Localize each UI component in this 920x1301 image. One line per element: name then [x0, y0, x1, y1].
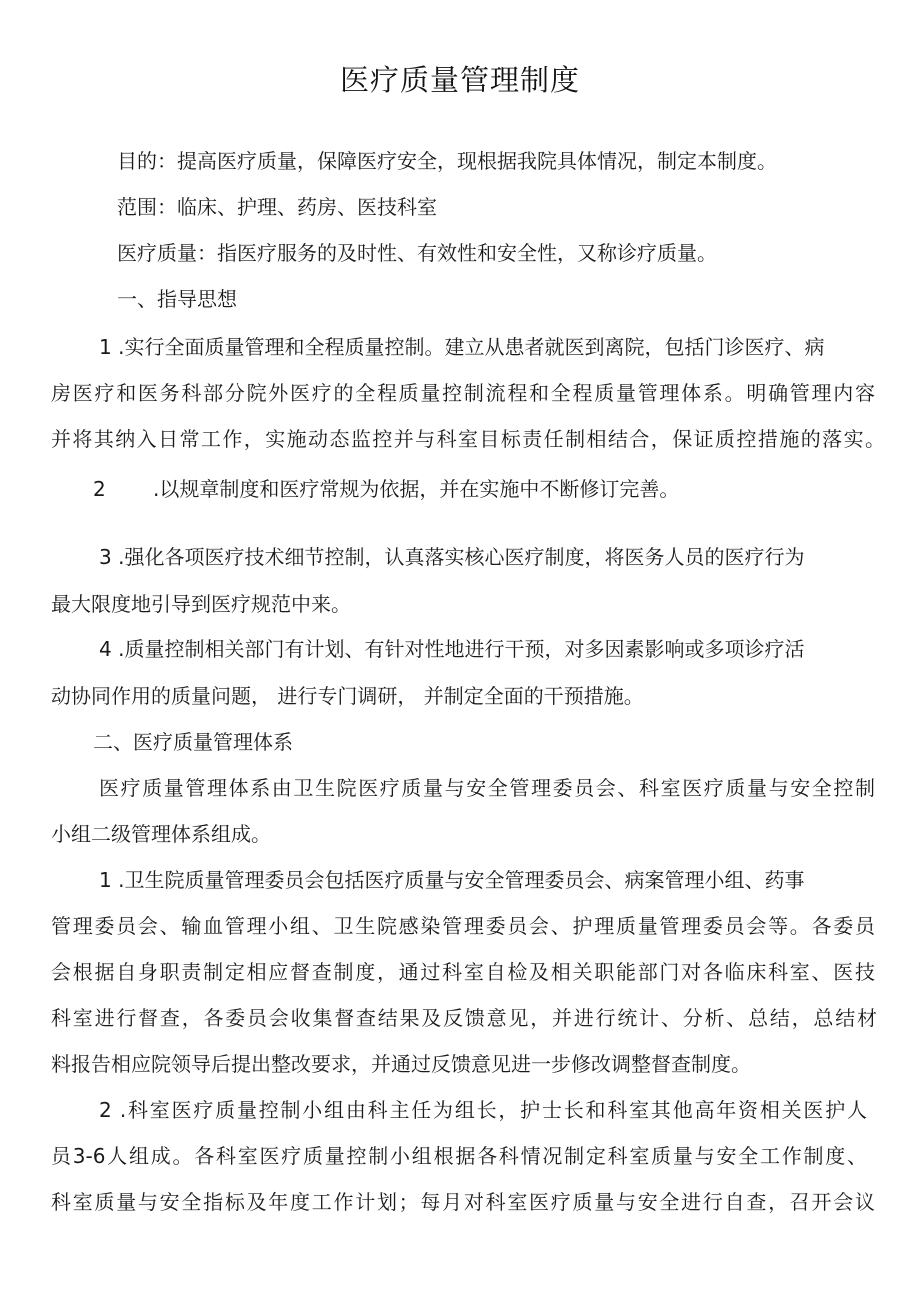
paragraph-line: 2 .科室医疗质量控制小组由科主任为组长，护士长和科室其他高年资相关医护人: [99, 1098, 867, 1122]
paragraph-line: 员3-6人组成。各科室医疗质量控制小组根据各科情况制定科室质量与安全工作制度、: [51, 1144, 867, 1168]
paragraph-line: 1 .卫生院质量管理委员会包括医疗质量与安全管理委员会、病案管理小组、药事: [99, 868, 805, 892]
paragraph-line: 3 .强化各项医疗技术细节控制，认真落实核心医疗制度，将医务人员的医疗行为: [99, 545, 805, 569]
page-title: 医疗质量管理制度: [339, 63, 580, 97]
paragraph-line: 科室进行督查，各委员会收集督查结果及反馈意见，并进行统计、分析、总结，总结材: [51, 1006, 877, 1030]
paragraph-line: .以规章制度和医疗常规为依据，并在实施中不断修订完善。: [153, 477, 680, 501]
paragraph-line: 最大限度地引导到医疗规范中来。: [51, 592, 351, 616]
paragraph-line: 会根据自身职责制定相应督查制度，通过科室自检及相关职能部门对各临床科室、医技: [51, 960, 875, 984]
paragraph-line: 房医疗和医务科部分院外医疗的全程质量控制流程和全程质量管理体系。明确管理内容: [51, 381, 875, 405]
paragraph-line: 小组二级管理体系组成。: [51, 822, 271, 846]
paragraph-line: 4 .质量控制相关部门有计划、有针对性地进行干预，对多因素影响或多项诊疗活: [99, 637, 805, 661]
definition-line: 医疗质量：指医疗服务的及时性、有效性和安全性，又称诊疗质量。: [117, 241, 717, 265]
scope-line: 范围：临床、护理、药房、医技科室: [117, 195, 437, 219]
paragraph-line: 科室质量与安全指标及年度工作计划；每月对科室医疗质量与安全进行自查，召开会议: [51, 1190, 875, 1214]
paragraph-line: 医疗质量管理体系由卫生院医疗质量与安全管理委员会、科室医疗质量与安全控制: [99, 776, 875, 800]
paragraph-line: 1 .实行全面质量管理和全程质量控制。建立从患者就医到离院，包括门诊医疗、病: [99, 335, 825, 359]
paragraph-line: 料报告相应院领导后提出整改要求，并通过反馈意见进一步修改调整督查制度。: [51, 1052, 751, 1076]
section-heading-guiding-ideology: 一、指导思想: [117, 287, 237, 311]
purpose-line: 目的：提高医疗质量，保障医疗安全，现根据我院具体情况，制定本制度。: [117, 149, 777, 173]
paragraph-line: 管理委员会、输血管理小组、卫生院感染管理委员会、护理质量管理委员会等。各委员: [51, 914, 875, 938]
paragraph-number: 2: [93, 477, 106, 501]
paragraph-line: 并将其纳入日常工作，实施动态监控并与科室目标责任制相结合，保证质控措施的落实。: [51, 427, 885, 451]
paragraph-line: 动协同作用的质量问题， 进行专门调研， 并制定全面的干预措施。: [51, 684, 644, 708]
section-heading-quality-system: 二、医疗质量管理体系: [93, 730, 293, 754]
